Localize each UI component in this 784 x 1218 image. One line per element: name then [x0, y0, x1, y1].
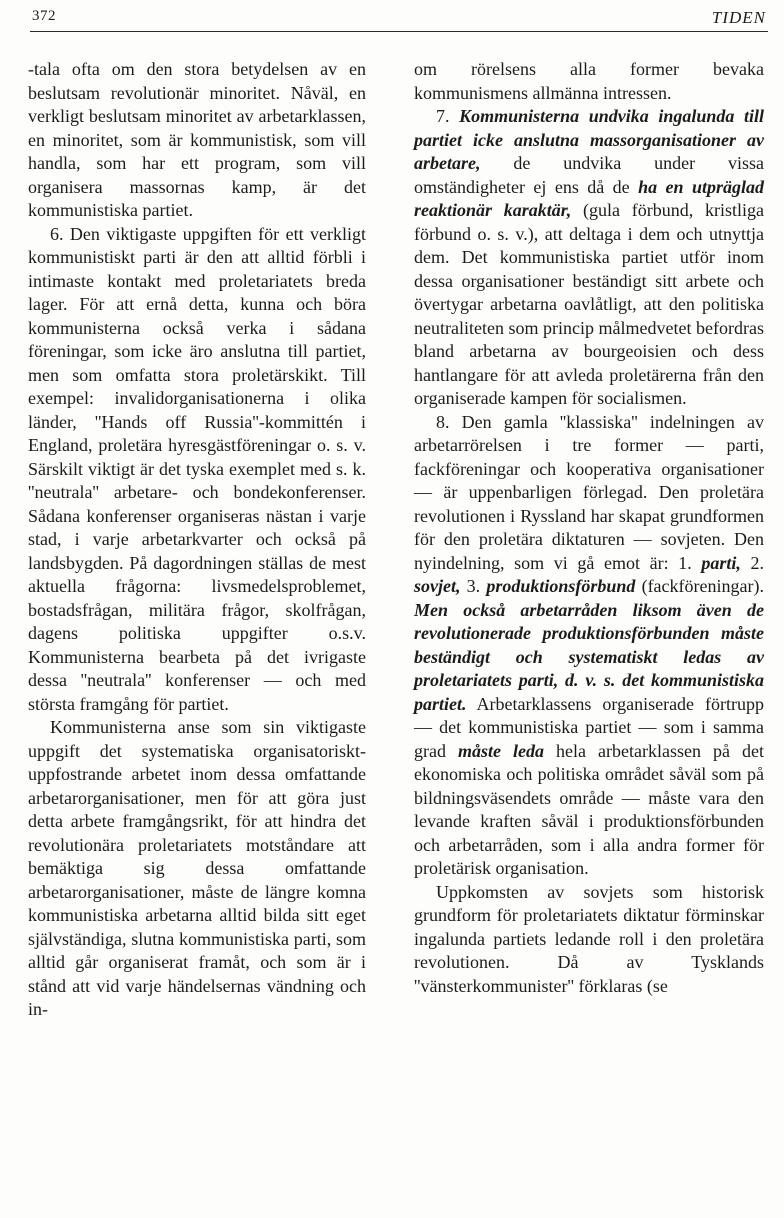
- header-rule: [30, 31, 768, 32]
- p7-rest: (gula förbund, kristliga förbund o. s. v.), att deltaga i dem och utnyttja dem. Det kommunistiska partiet utför inom dessa organisationer beständigt sitt arbete och övertygar arbetarna oavlåtligt, att den politiska neutraliteten som princip målmedvetet befordras bland arbetarna av bourgeoisien och dess hantlangare för att avleda proletärerna från den organiserade kampen för socialismen.: [414, 200, 764, 408]
- p8-lead: 8. Den gamla ''klassiska'' indelningen av arbetarrörelsen i tre former — parti, fackföreningar och kooperativa organisationer — är uppenbarligen förlegad. Den proletära revolutionen i Ryssland har skapat grundformen för den proletära diktaturen — sovjeten. Den nyindelning, som vi gå emot är: 1.: [414, 411, 764, 573]
- p7-mid: de undvika under vissa omständigheter ej ens då de: [414, 153, 764, 197]
- p8-end: hela arbetarklassen på det ekonomiska och politiska området såväl som på bildningsväsendets område — måste vara den levande kraften såväl i produktionsförbunden och arbetarråden, som i alla andra former för proletärisk organisation.: [414, 740, 765, 878]
- page-number: 372: [32, 8, 56, 24]
- paragraph-6: 6. Den viktigaste uppgiften för ett verkligt kommunistiskt parti är den att alltid förbli i intimaste kontakt med proletariatets breda lager. För att ernå detta, kunna och böra kommunisterna också verka i sådana föreningar, som icke äro anslutna till partiet, men som omfatta stora proletärskikt. Till exempel: invalidorganisationerna i olika länder, ''Hands off Russia''-kommittén i England, proletära hyresgästföreningar o. s. v. Särskilt viktigt är det tyska exemplet med s. k. ''neutrala'' arbetare- och bondekonferenser. Sådana konferenser organiseras nästan i varje stad, i varje arbetarkvarter och också på landsbygden. På dagordningen ställas de mest aktuella frågorna: livsmedelsproblemet, bostadsfrågan, militära frågor, skolfrågan, dagens politiska uppgifter o.s.v. Kommunisterna bearbeta på det ivrigaste dessa ''neutrala'' konferenser — och med största framgång för partiet.: [28, 223, 366, 714]
- paragraph-7: [414, 105, 764, 411]
- paragraph-continuation: -tala ofta om den stora betydelsen av en beslutsam revolutionär minoritet. Nåväl, en verkligt beslutsam minoritet av arbetarklassen, en minoritet, som är kommunistisk, som vill handla, som har ett program, som vill organisera massornas kamp, är det kommunistiska partiet.: [28, 59, 366, 220]
- p8-mid: Arbetarklassens organiserade förtrupp — det kommunistiska partiet — som i samma grad: [414, 693, 764, 761]
- journal-title: TIDEN: [711, 8, 766, 27]
- p7-lead: 7.: [436, 106, 460, 126]
- p8-num3: 3.: [460, 576, 487, 596]
- p8-num2: 2.: [740, 552, 765, 573]
- paragraph-continuation-right: om rörelsens alla former bevaka kommunismens allmänna intressen.: [414, 59, 764, 103]
- p8-paren: (fackföreningar).: [635, 576, 764, 596]
- paragraph-sovjets: Uppkomsten av sovjets som historisk grundform för proletariatets diktatur förminskar ingalunda partiets ledande roll i den proletära revolutionen. Då av Tysklands ''vänsterkommunister'' förklaras (se: [414, 881, 764, 996]
- p8-em-sovjet: sovjet,: [414, 576, 461, 596]
- p8-em-bold: Men också arbetarråden liksom även de revolutionerade produktionsförbunden måste beständigt och systematiskt ledas av proletariatets parti, d. v. s. det kommunistiska partiet.: [414, 599, 764, 714]
- right-column: [414, 58, 764, 998]
- p7-emphasis-1: Kommunisterna undvika ingalunda till partiet icke anslutna massorganisationer av arbetare,: [414, 106, 765, 173]
- paragraph-6-continued: Kommunisterna anse som sin viktigaste uppgift det systematiska organisatoriskt-uppfostrande arbetet inom dessa omfattande arbetarorganisationer, men för att göra just detta arbete framgångsrikt, för att hindra det revolutionära proletariatets motståndare att bemäktiga sig dessa omfattande arbetarorganisationer, måste de längre komna kommunistiska arbetarna alltid bilda sitt eget självständiga, slutna kommunistiska parti, som alltid går organiserat framåt, och som är i stånd att vid varje händelsernas vändning och in-: [28, 717, 366, 1019]
- left-column: [28, 58, 366, 1022]
- p8-em-produktion: produktionsförbund: [486, 576, 636, 596]
- paragraph-8: [414, 411, 764, 881]
- p8-em-leda: måste leda: [458, 740, 545, 761]
- p7-emphasis-2: ha en utpräglad reaktionär karaktär,: [414, 176, 765, 220]
- p8-em-parti: parti,: [701, 552, 741, 573]
